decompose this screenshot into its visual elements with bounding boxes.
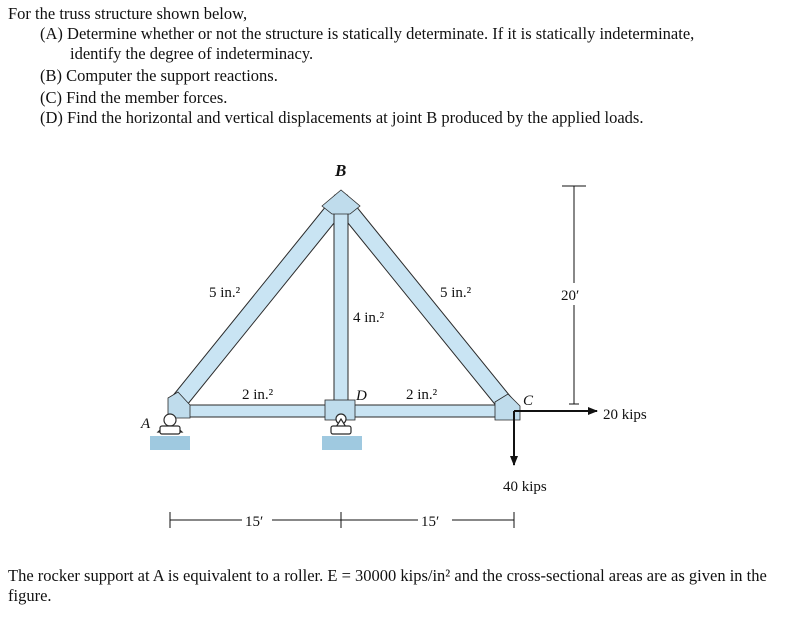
question-a-continuation: identify the degree of indeterminacy. [70,44,314,63]
joint-d-label: D [356,388,367,404]
question-c-label: (C) [40,88,62,107]
area-dc-label: 2 in.² [406,387,438,403]
member-ab [171,195,347,410]
member-ad [178,405,338,417]
problem-intro: For the truss structure shown below, [8,4,248,23]
question-b-text: Computer the support reactions. [66,66,278,85]
joint-a-label: A [141,416,151,432]
area-bc-label: 5 in.² [440,285,472,301]
support-a [150,414,190,450]
joint-b-label: B [335,161,347,180]
member-bd [334,205,348,406]
question-a-text: Determine whether or not the structure is statically determinate. If it is statically indeterminate, [67,24,695,43]
span-right-label: 15′ [421,514,440,530]
member-bc [335,195,514,413]
question-b-label: (B) [40,66,62,85]
load-horizontal-label: 20 kips [603,407,647,423]
span-left-label: 15′ [245,514,264,530]
area-ab-label: 5 in.² [209,285,241,301]
question-c-text: Find the member forces. [66,88,228,107]
area-bd-label: 4 in.² [353,310,385,326]
member-dc [344,405,510,417]
area-ad-label: 2 in.² [242,387,274,403]
gusset-b [322,190,360,214]
span-dimension [170,510,514,530]
question-d-label: (D) [40,108,63,127]
joint-c-label: C [523,393,534,409]
height-label: 20′ [561,288,580,304]
problem-footer: The rocker support at A is equivalent to a roller. E = 30000 kips/in² and the cross-sectional areas are as given in the figure. [8,566,767,605]
question-a-label: (A) [40,24,63,43]
question-d-text: Find the horizontal and vertical displacements at joint B produced by the applied loads. [67,108,644,127]
load-vertical-label: 40 kips [503,479,547,495]
